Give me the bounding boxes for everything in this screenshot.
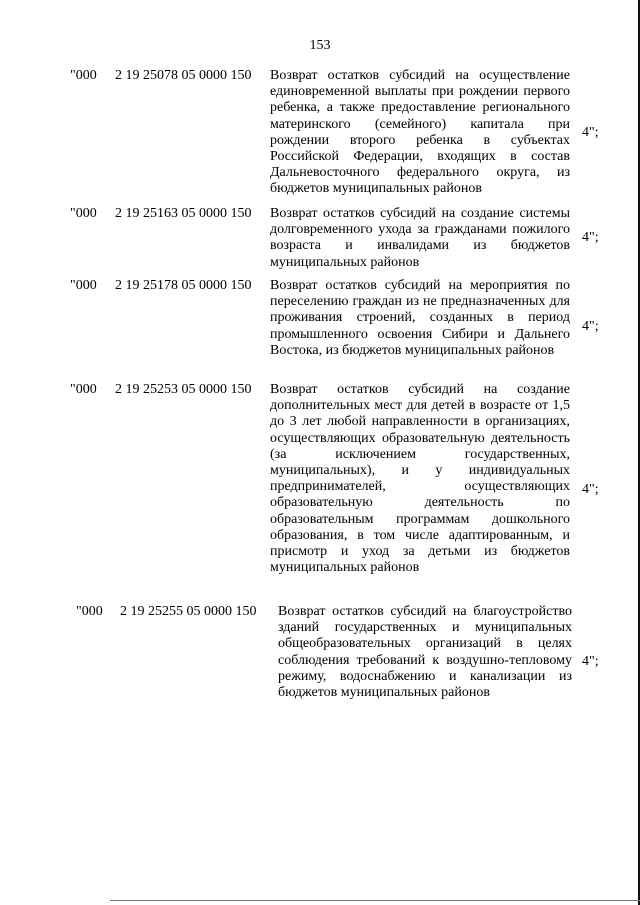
row-suffix: 4";	[582, 125, 599, 140]
quote-prefix: "000	[70, 382, 97, 397]
quote-prefix: "000	[70, 278, 97, 293]
budget-code: 2 19 25255 05 0000 150	[120, 604, 257, 619]
budget-code: 2 19 25178 05 0000 150	[115, 278, 252, 293]
page-edge-bottom	[110, 900, 640, 901]
entry-description: Возврат остатков субсидий на создание системы долговременного ухода за гражданами пожилого возраста и инвалидами из бюджетов муниципальных районов	[270, 206, 570, 270]
budget-code: 2 19 25078 05 0000 150	[115, 68, 252, 83]
row-suffix: 4";	[582, 482, 599, 497]
row-suffix: 4";	[582, 319, 599, 334]
quote-prefix: "000	[76, 604, 103, 619]
budget-code: 2 19 25253 05 0000 150	[115, 382, 252, 397]
entry-description: Возврат остатков субсидий на мероприятия по переселению граждан из не предназначенных для проживания строений, созданных в период промышленного освоения Сибири и Дальнего Востока, из бюджетов муниципальных районов	[270, 278, 570, 358]
entry-description: Возврат остатков субсидий на благоустройство зданий государственных и муниципальных общеобразовательных организаций в целях соблюдения требований к воздушно-тепловому режиму, водоснабжению и канализации из бюджетов муниципальных районов	[278, 604, 572, 701]
entry-description: Возврат остатков субсидий на осуществление единовременной выплаты при рождении первого ребенка, а также предоставление регионального материнского (семейного) капитала при рождении второго ребенка в субъектах Российской Федерации, входящих в состав Дальневосточного федерального округа, из бюджетов муниципальных районов	[270, 68, 570, 197]
row-suffix: 4";	[582, 654, 599, 669]
page-number: 153	[309, 38, 331, 53]
quote-prefix: "000	[70, 68, 97, 83]
row-suffix: 4";	[582, 230, 599, 245]
budget-code: 2 19 25163 05 0000 150	[115, 206, 252, 221]
entry-description: Возврат остатков субсидий на создание дополнительных мест для детей в возрасте от 1,5 до 3 лет любой направленности в организациях, осуществляющих образовательную деятельность (за исключением государственных, муниципальных), и у индивидуальных предпринимателей, осуществляющих образовательную деятельность по образовательным программам дошкольного образования, в том числе адаптированным, и присмотр и уход за детьми из бюджетов муниципальных районов	[270, 382, 570, 576]
quote-prefix: "000	[70, 206, 97, 221]
